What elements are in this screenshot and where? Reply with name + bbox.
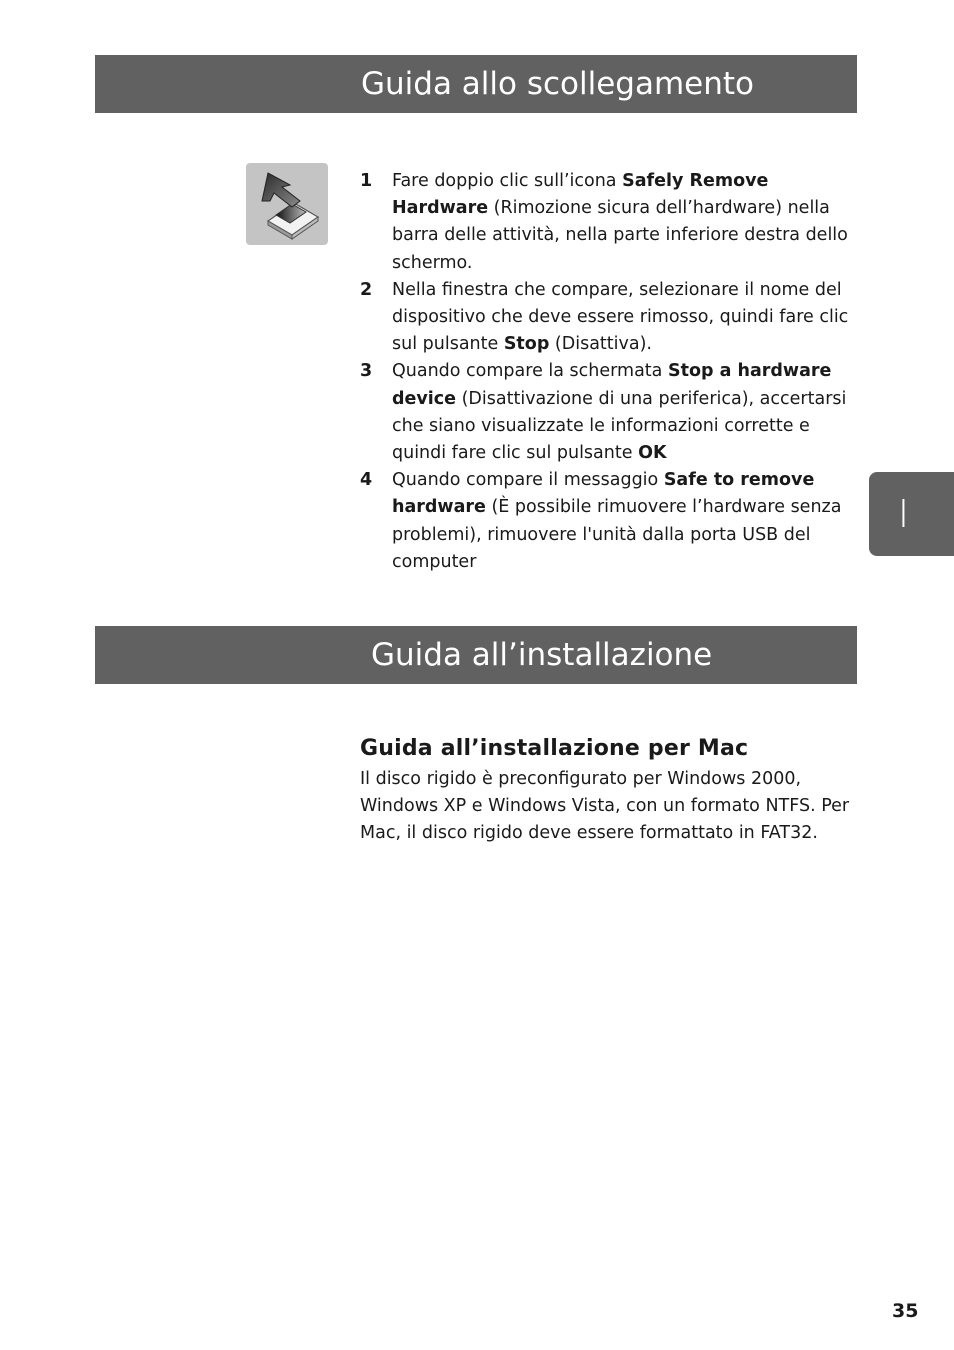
step-bold-text: OK xyxy=(638,443,667,464)
section-banner-installation xyxy=(95,626,857,684)
step-text: (È possibile rimuovere l’hardware senza problemi), rimuovere l'unità dalla porta USB del computer xyxy=(392,497,842,572)
step-bold-text: Safe to remove hardware xyxy=(392,470,815,518)
step-text: (Rimozione sicura dell’hardware) nella barra delle attività, nella parte inferiore destra dello schermo. xyxy=(392,198,848,273)
step-bold-text: Stop xyxy=(503,334,550,355)
step-number: 2 xyxy=(360,279,373,300)
step-text: Fare doppio clic sull’icona xyxy=(392,171,623,191)
step-text: (Disattivazione di una periferica), accertarsi che siano visualizzate le informazioni corrette e quindi fare clic sul pulsante xyxy=(392,388,847,464)
subheading: Guida all’installazione per Mac xyxy=(360,736,749,761)
step-number: 4 xyxy=(360,470,373,491)
section-title: Guida all’installazione xyxy=(371,637,713,673)
step-text: Quando compare la schermata xyxy=(392,361,668,382)
step-item xyxy=(360,358,855,467)
step-text: (Disattiva). xyxy=(549,334,652,355)
step-bold-text: Safely Remove Hardware xyxy=(392,171,769,219)
step-text: Nella finestra che compare, selezionare il nome del dispositivo che deve essere rimosso, quindi fare clic sul pulsante xyxy=(392,279,849,355)
body-paragraph: Il disco rigido è preconfigurato per Windows 2000, Windows XP e Windows Vista, con un formato NTFS. Per Mac, il disco rigido deve essere formattato in FAT32. xyxy=(360,769,850,844)
steps-list xyxy=(360,168,855,576)
step-bold-text: Stop a hardware device xyxy=(392,361,832,409)
step-item xyxy=(360,467,855,576)
section-title: Guida allo scollegamento xyxy=(361,66,755,102)
step-item xyxy=(360,168,855,277)
section-banner-disconnect xyxy=(95,55,857,113)
step-number: 1 xyxy=(360,171,373,191)
step-text: Quando compare il messaggio xyxy=(392,470,664,491)
step-number: 3 xyxy=(360,361,373,382)
step-item xyxy=(360,277,855,359)
language-tab xyxy=(869,472,954,556)
language-tab-label: I xyxy=(897,492,910,536)
safely-remove-hardware-icon xyxy=(246,163,328,245)
page-number: 35 xyxy=(892,1300,919,1322)
